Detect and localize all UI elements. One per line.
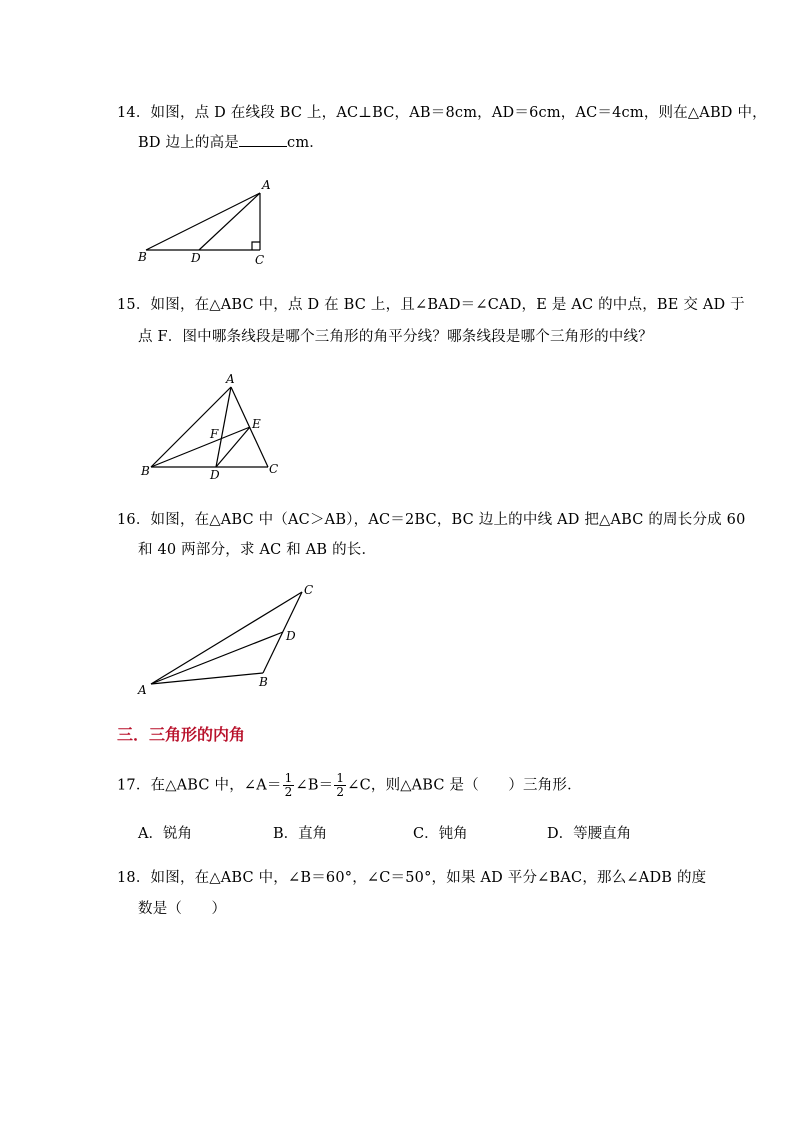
q18-line2: 数是（ ）	[138, 901, 227, 917]
q15-label-b: B	[141, 464, 150, 478]
q15-label-e: E	[252, 417, 261, 431]
q17-option-a[interactable]: A．锐角	[138, 826, 192, 842]
q17-option-c[interactable]: C．钝角	[413, 826, 468, 842]
q14-segment-ad	[199, 193, 260, 250]
q17-option-d[interactable]: D．等腰直角	[547, 826, 632, 842]
q16-label-d: D	[286, 629, 296, 643]
q15-segment-be	[151, 427, 250, 467]
q17-post: ∠C，则△ABC 是（ ）三角形．	[347, 777, 582, 794]
q15-label-c: C	[269, 462, 279, 476]
q17-option-b[interactable]: B．直角	[273, 826, 328, 842]
q15-label-a: A	[226, 372, 235, 386]
q16-label-c: C	[304, 583, 314, 597]
q18-line1: 18．如图，在△ABC 中，∠B＝60°，∠C＝50°，如果 AD 平分∠BAC，那么∠ADB 的度	[117, 870, 707, 886]
q15-line1: 15．如图，在△ABC 中，点 D 在 BC 上，且∠BAD＝∠CAD，E 是 AC 的中点，BE 交 AD 于	[117, 297, 745, 313]
q15-label-d: D	[210, 468, 220, 482]
q14-right-angle-mark	[252, 242, 260, 250]
q15-segment-ab	[151, 387, 231, 467]
q14-label-c: C	[255, 253, 265, 267]
q14-label-d: D	[191, 251, 201, 265]
q17-fraction-2: $\frac{1}{2}$	[336, 771, 345, 799]
q17-stem	[117, 772, 582, 799]
q15-label-f: F	[210, 427, 219, 441]
q16-label-a: A	[138, 683, 147, 697]
q16-line1: 16．如图，在△ABC 中（AC＞AB），AC＝2BC，BC 边上的中线 AD 把△ABC 的周长分成 60	[117, 512, 746, 528]
q14-line1: 14．如图，点 D 在线段 BC 上，AC⊥BC，AB＝8cm，AD＝6cm，AC＝4cm，则在△ABD 中，	[117, 105, 767, 121]
q14-line2-post: cm．	[287, 135, 324, 151]
q17-pre: 17．在△ABC 中，∠A＝	[117, 777, 282, 794]
q16-line2: 和 40 两部分，求 AC 和 AB 的长．	[138, 542, 377, 558]
q16-label-b: B	[259, 675, 268, 689]
q16-segment-ab	[151, 673, 263, 684]
q14-line2-pre: BD 边上的高是	[138, 135, 239, 151]
section-title: 三．三角形的内角	[117, 725, 246, 744]
q14-label-a: A	[262, 178, 271, 192]
q15-line2: 点 F．图中哪条线段是哪个三角形的角平分线？哪条线段是哪个三角形的中线？	[138, 329, 653, 345]
q14-label-b: B	[138, 250, 147, 264]
q15-segment-de	[216, 427, 250, 467]
q17-mid: ∠B＝	[295, 777, 334, 794]
q17-fraction-1: $\frac{1}{2}$	[284, 771, 293, 799]
q14-segment-ab	[146, 193, 260, 250]
